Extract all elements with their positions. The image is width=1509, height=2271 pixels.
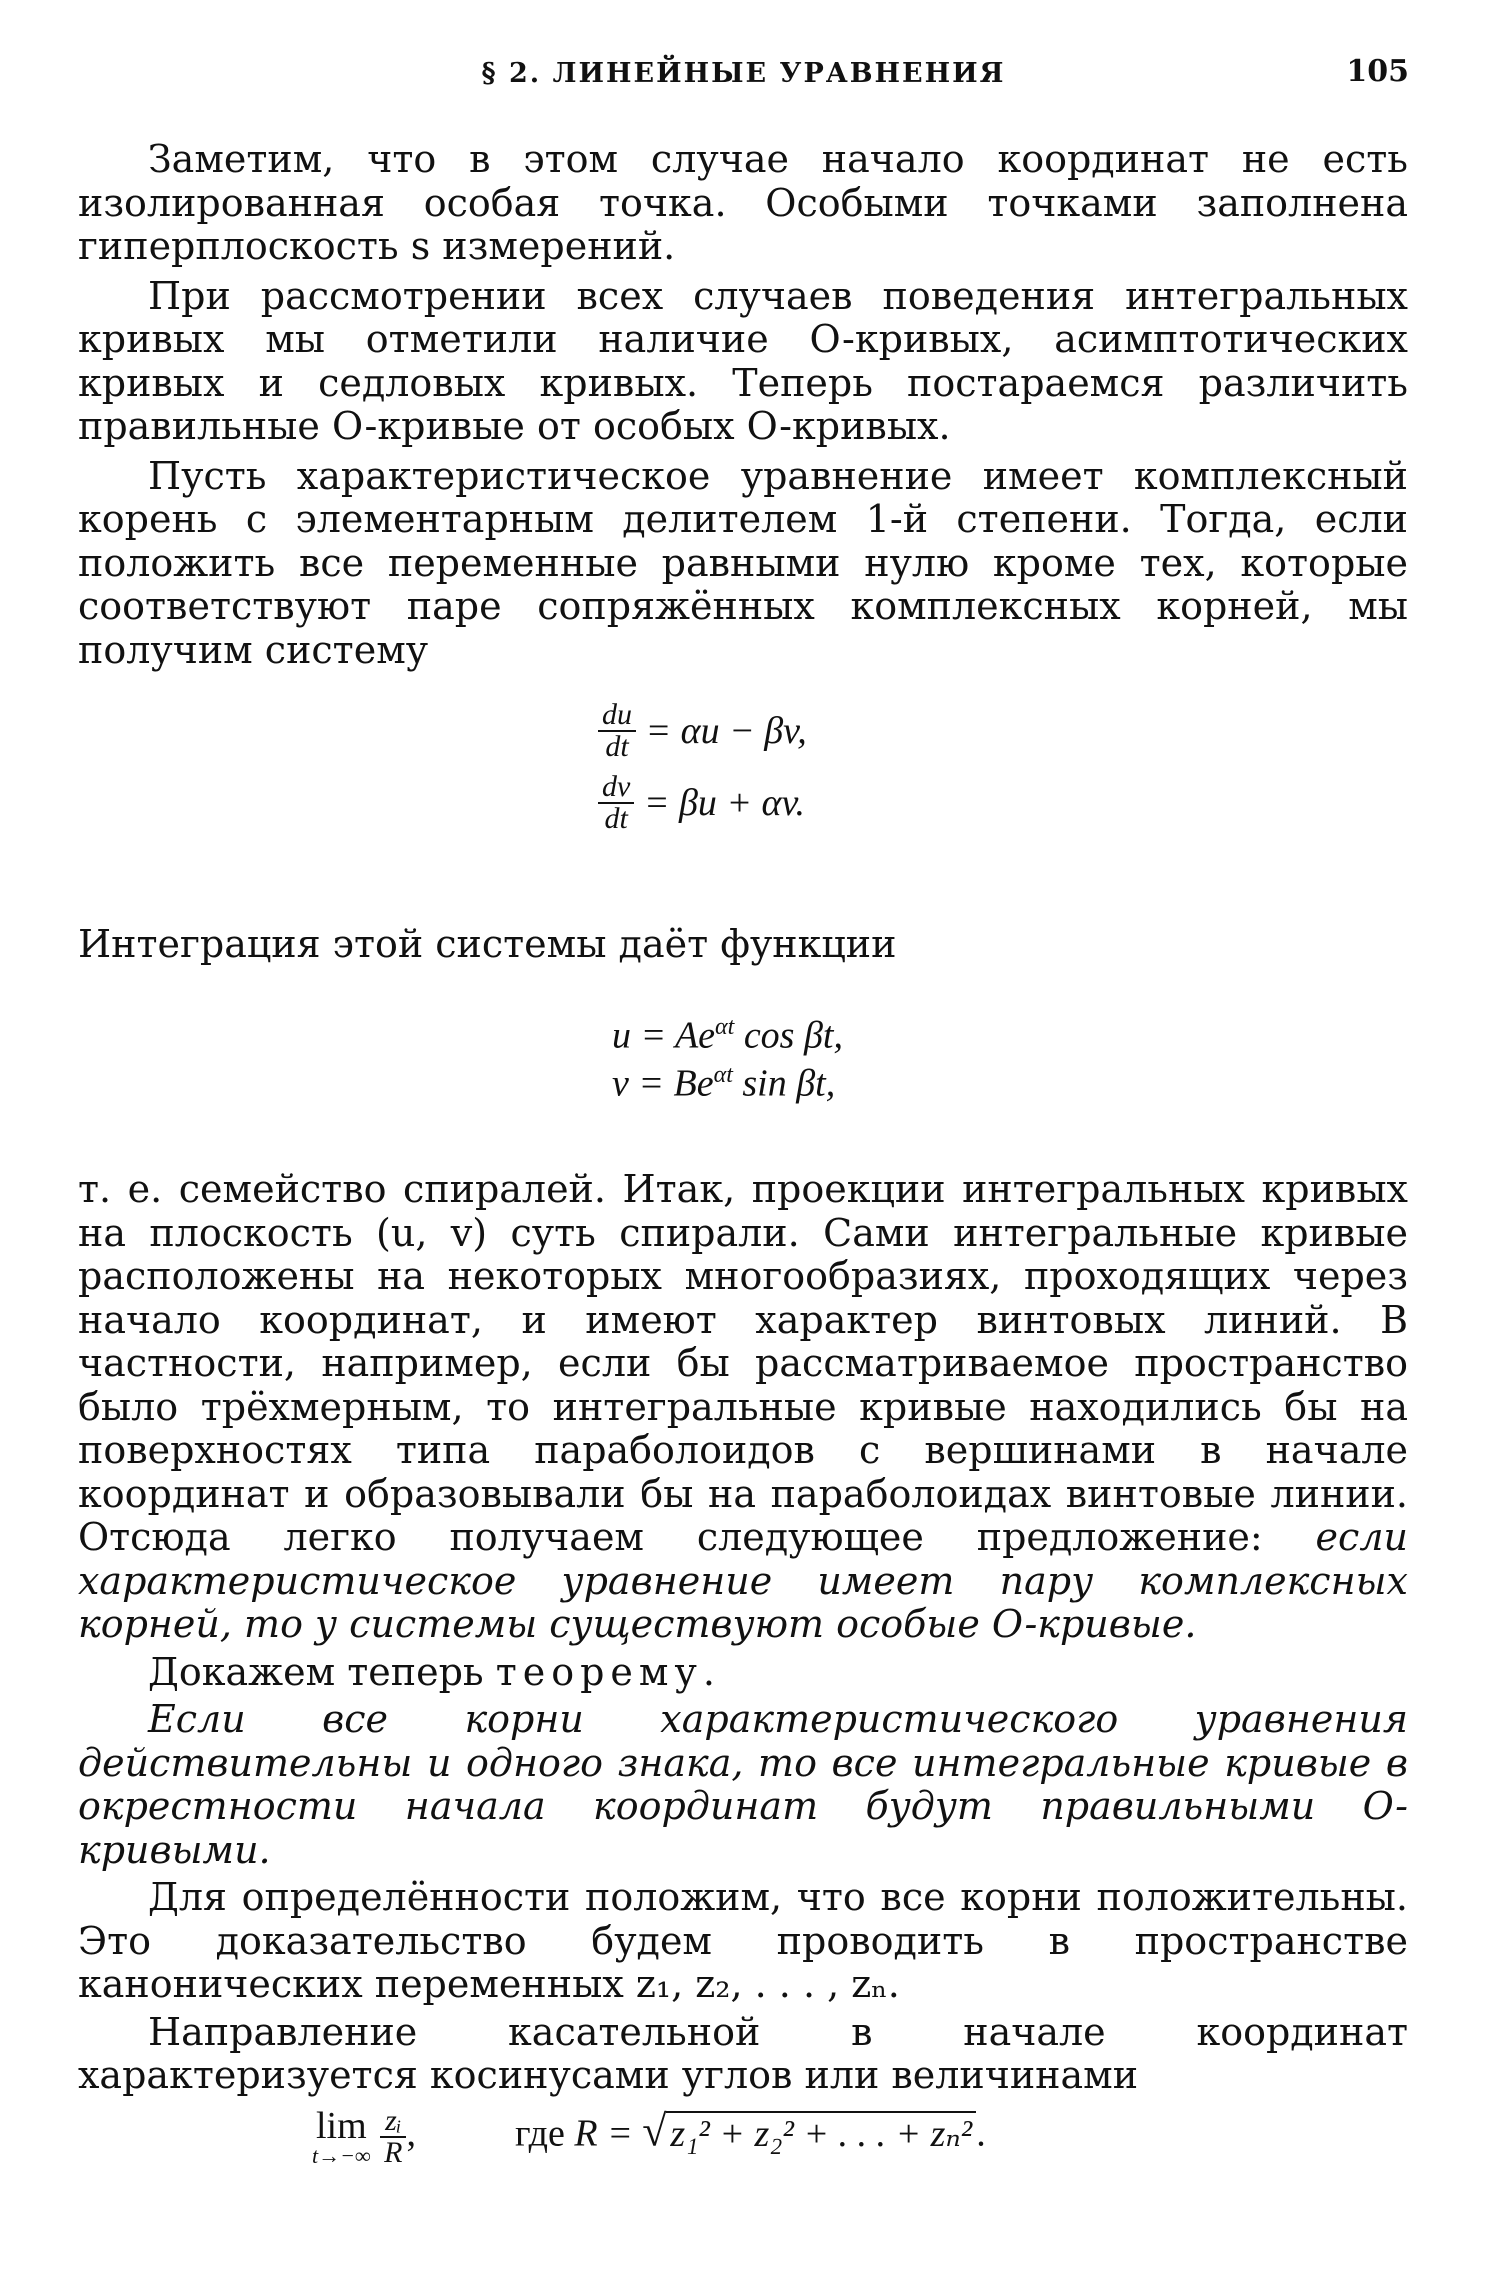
text-block-3 <box>78 1168 1408 2098</box>
paragraph-tangent-direction: Направление касательной в начале координат характеризуется косинусами углов или величинами <box>78 2009 1408 2097</box>
sqrt-sign: √ <box>642 2106 667 2156</box>
page-header <box>78 54 1409 102</box>
paragraph-isolated-point: Заметим, что в этом случае начало координат не есть изолированная особая точка. Особыми точками заполнена гиперплоскость s измерений. <box>78 137 1408 268</box>
text-block-1 <box>78 138 1408 672</box>
solution-formulas <box>612 1014 843 1105</box>
solution-v: $v = Be^{\alpha t}$ sin βt, <box>612 1061 836 1105</box>
ode-equation-2-rhs: = βu + αv. <box>643 782 806 824</box>
paragraph-spirals: т. е. семейство спиралей. Итак, проекции интегральных кривых на плоскость (u, v) суть спирали. Сами интегральные кривые расположены на некоторых многообразиях, проходящих через начало координат, и имеют характер винтовых линий. В частности, например, если бы рассматриваемое пространство было трёхмерным, то интегральные кривые находились бы на поверхностях типа параболоидов с вершинами в начале координат и образовывали бы на параболоидах винтовые линии. Отсюда легко получаем следующее предложение: если характеристическое уравнение имеет пару комплексных корней, то у системы существуют особые O-кривые. <box>78 1167 1408 1646</box>
theorem-statement: Если все корни характеристического уравнения действительны и одного знака, то все интегральные кривые в окрестности начала координат будут правильными O-кривыми. <box>78 1697 1408 1872</box>
limit-formula: lim t→−∞ $\frac{\text{zᵢ}}{R}$ , где R = √ z₁² + z₂² + . . . + zₙ² . <box>312 2104 986 2169</box>
du-dt-fraction: $\frac{du}{dt}$ <box>598 700 636 762</box>
paragraph-positive-roots: Для определённости положим, что все корни положительны. Это доказательство будем проводить в пространстве канонических переменных z₁, z₂, . . . , zₙ. <box>78 1875 1408 2006</box>
r-definition-lhs: R = <box>574 2112 633 2155</box>
ode-system <box>598 700 807 834</box>
text-block-2 <box>78 923 1408 967</box>
running-title: § 2. ЛИНЕЙНЫЕ УРАВНЕНИЯ <box>481 58 1006 89</box>
page-number: 105 <box>1346 54 1409 89</box>
ode-equation-1 <box>598 700 807 762</box>
zi-over-r-fraction: $\frac{\text{zᵢ}}{R}$ <box>380 2106 406 2168</box>
where-word: где <box>514 2112 565 2155</box>
limit-operator: lim t→−∞ <box>312 2105 371 2168</box>
ode-equation-2 <box>598 772 807 834</box>
paragraph-o-curves: При рассмотрении всех случаев поведения интегральных кривых мы отметили наличие O-кривых, асимптотических кривых и седловых кривых. Теперь постараемся различить правильные O-кривые от особых O-кривых. <box>78 273 1408 448</box>
paragraph-prove-theorem: Докажем теперь теорему. <box>148 1649 715 1694</box>
paragraph-integration: Интеграция этой системы даёт функции <box>78 922 897 966</box>
ode-equation-1-rhs: = αu − βv, <box>645 710 807 752</box>
dv-dt-fraction: $\frac{dv}{dt}$ <box>598 772 634 834</box>
paragraph-complex-root: Пусть характеристическое уравнение имеет комплексный корень с элементарным делителем 1-й степени. Тогда, если положить все переменные равными нулю кроме тех, которые соответствуют паре сопряжённых комплексных корней, мы получим систему <box>78 453 1408 672</box>
sqrt-content: z₁² + z₂² + . . . + zₙ² <box>666 2111 976 2155</box>
proposition-text: если характеристическое уравнение имеет пару комплексных корней, то у системы существуют особые O-кривые. <box>78 1515 1408 1646</box>
solution-u: $u = Ae^{\alpha t}$ cos βt, <box>612 1014 843 1057</box>
